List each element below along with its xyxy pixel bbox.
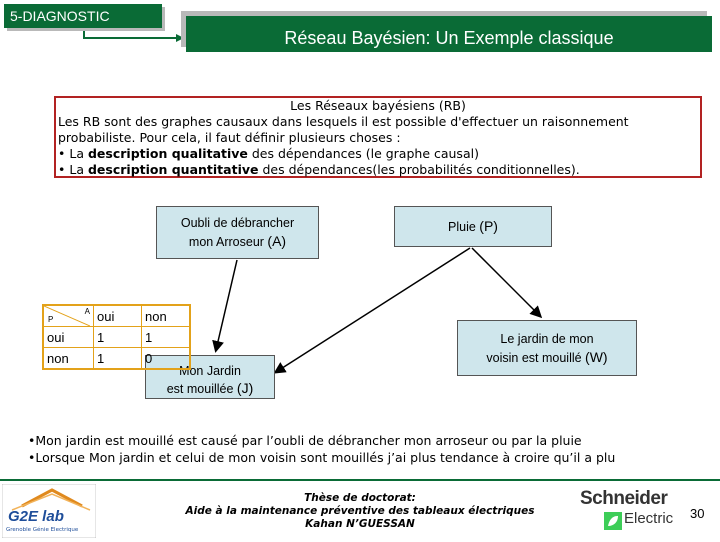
node-a-symbol: (A) bbox=[267, 233, 287, 249]
thesis-line: Kahan N’GUESSAN bbox=[305, 518, 415, 530]
slide-title: Réseau Bayésien: Un Exemple classique bbox=[186, 16, 712, 52]
conclusion-bullets bbox=[28, 432, 718, 466]
list-item: •Lorsque Mon jardin et celui de mon voisin sont mouillés j’ai plus tendance à croire qu’il a plu bbox=[28, 450, 616, 465]
bullet-text: Mon jardin est mouillé est causé par l’oubli de débrancher mon arroseur ou par la pluie bbox=[35, 433, 582, 448]
page-number: 30 bbox=[690, 506, 705, 521]
table-cell: 1 bbox=[94, 348, 142, 370]
node-arroseur[interactable] bbox=[156, 206, 319, 259]
intro-line: probabiliste. Pour cela, il faut définir plusieurs choses : bbox=[58, 130, 401, 145]
intro-line: Les RB sont des graphes causaux dans lesquels il est possible d'effectuer un raisonnement bbox=[58, 114, 629, 129]
node-p-line1: Pluie bbox=[448, 220, 480, 234]
schneider-brand-line1: Schneider bbox=[580, 488, 668, 509]
schneider-brand-line2: Electric bbox=[624, 510, 674, 527]
node-p-symbol: (P) bbox=[479, 218, 498, 234]
thesis-line: Aide à la maintenance préventive des tableaux électriques bbox=[185, 505, 535, 517]
table-cell: 0 bbox=[142, 348, 191, 370]
node-voisin[interactable] bbox=[457, 320, 637, 376]
table-corner bbox=[43, 305, 94, 327]
table-row bbox=[43, 327, 190, 348]
corner-row-label: P bbox=[48, 315, 54, 324]
corner-col-label: A bbox=[84, 307, 90, 316]
node-j-line2: est mouillée bbox=[166, 381, 237, 396]
node-w-symbol: (W) bbox=[585, 348, 608, 365]
table-row bbox=[43, 348, 190, 370]
intro-heading: Les Réseaux bayésiens (RB) bbox=[290, 98, 466, 113]
col-header: oui bbox=[94, 305, 142, 327]
row-label: oui bbox=[43, 327, 94, 348]
intro-bullet-pre: La bbox=[69, 146, 88, 161]
footer-divider bbox=[0, 478, 720, 482]
node-a-line1: Oubli de débrancher bbox=[180, 216, 295, 230]
node-pluie[interactable] bbox=[394, 206, 552, 247]
node-a-line2: mon Arroseur bbox=[188, 235, 268, 249]
arrow-p-to-j bbox=[276, 248, 470, 372]
intro-bullet: • La description quantitative des dépendances(les probabilités conditionnelles). bbox=[58, 162, 580, 177]
g2elab-logo bbox=[2, 484, 96, 538]
g2elab-logo-text: G2E lab bbox=[8, 508, 64, 525]
intro-bullet-bold: description quantitative bbox=[87, 162, 259, 177]
list-item: •Mon jardin est mouillé est causé par l’oubli de débrancher mon arroseur ou par la pluie bbox=[28, 433, 582, 448]
probability-table bbox=[42, 304, 191, 370]
table-cell: 1 bbox=[142, 327, 191, 348]
table-cell: 1 bbox=[94, 327, 142, 348]
intro-bullet-post: des dépendances(les probabilités conditionnelles). bbox=[258, 162, 580, 177]
thesis-footer bbox=[150, 492, 570, 531]
g2elab-logo-subtext: Grenoble Génie Electrique bbox=[6, 527, 79, 533]
arrow-p-to-w bbox=[472, 248, 540, 316]
section-tag: 5-DIAGNOSTIC bbox=[4, 4, 162, 28]
col-header: non bbox=[142, 305, 191, 327]
node-w-line1: Le jardin de mon bbox=[500, 331, 594, 346]
arrow-a-to-j bbox=[216, 260, 237, 350]
intro-bullet-post: des dépendances (le graphe causal) bbox=[247, 146, 479, 161]
row-label: non bbox=[43, 348, 94, 370]
intro-bullet-pre: La bbox=[69, 162, 88, 177]
intro-bullet: • La description qualitative des dépendances (le graphe causal) bbox=[58, 146, 479, 161]
intro-bullet-bold: description qualitative bbox=[87, 146, 248, 161]
schneider-electric-logo bbox=[578, 488, 680, 536]
node-j-symbol: (J) bbox=[236, 379, 254, 396]
node-w-line2: voisin est mouillé bbox=[486, 350, 586, 365]
schneider-leaf-icon bbox=[604, 512, 622, 530]
node-j-line1: Mon Jardin bbox=[179, 363, 241, 378]
thesis-line: Thèse de doctorat: bbox=[304, 492, 416, 504]
bullet-text: Lorsque Mon jardin et celui de mon voisin sont mouillés j’ai plus tendance à croire qu’il a plu bbox=[35, 450, 616, 465]
